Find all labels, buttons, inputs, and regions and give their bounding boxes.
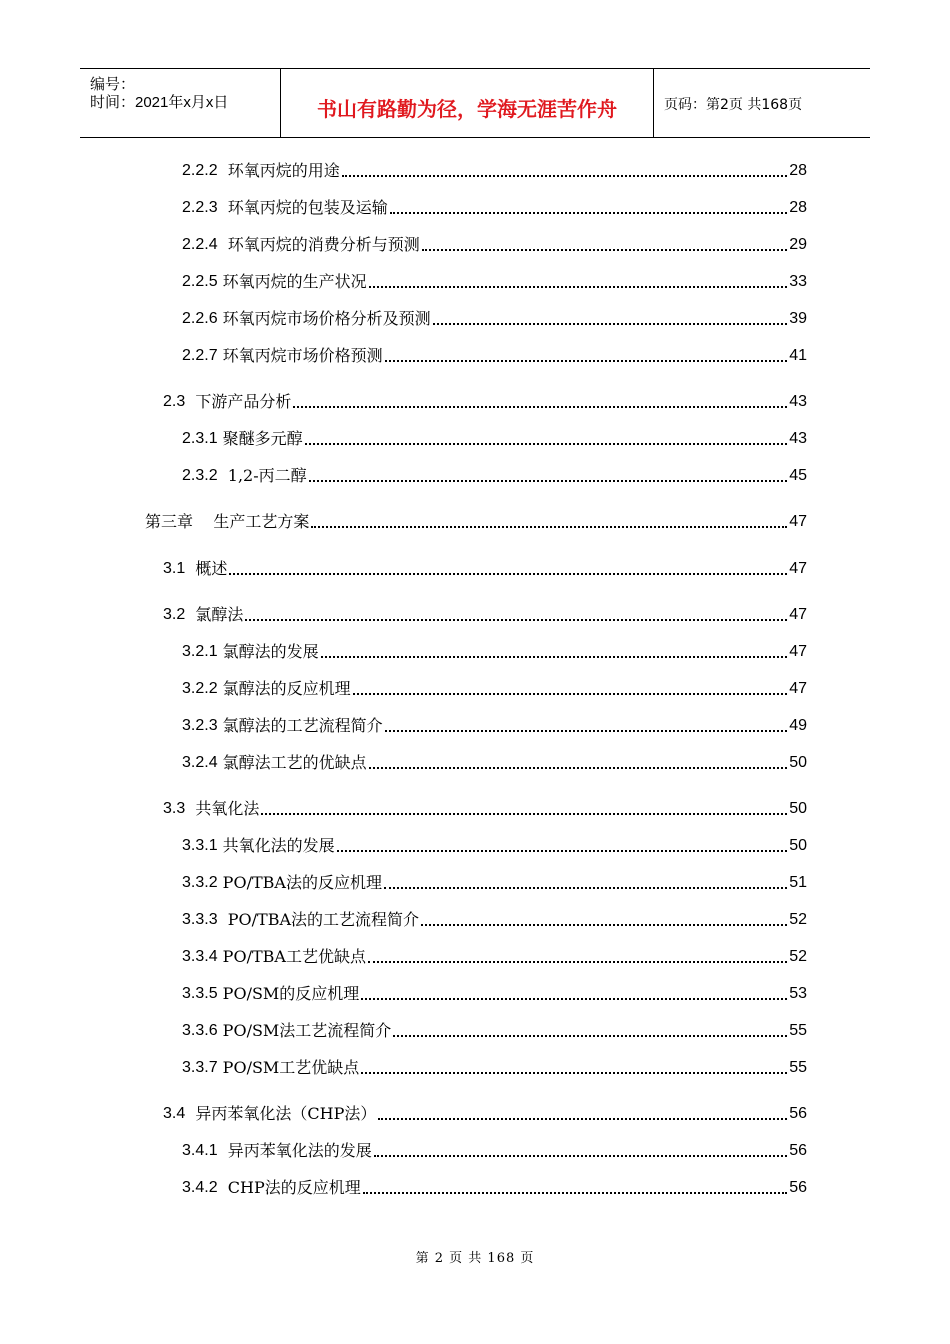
toc-leader (311, 525, 787, 528)
toc-page: 28 (789, 199, 807, 216)
toc-title: 1,2-丙二醇 (217, 466, 307, 485)
toc-title: 概述 (185, 559, 228, 578)
toc-page: 47 (789, 643, 807, 660)
toc-number: 3.3 (163, 800, 186, 817)
toc-entry[interactable] (182, 983, 807, 1005)
toc-number: 2.2.3 (182, 199, 218, 216)
toc-entry[interactable] (182, 160, 807, 182)
toc-leader (321, 655, 788, 658)
toc-number: 3.2.1 (182, 643, 218, 660)
toc-title: 环氧丙烷市场价格分析及预测 (217, 309, 431, 328)
toc-leader (433, 322, 788, 325)
toc-number: 3.3.5 (182, 985, 218, 1002)
toc-title: 异丙苯氧化法的发展 (217, 1141, 372, 1160)
toc-leader (378, 1117, 787, 1120)
toc-page: 56 (789, 1142, 807, 1159)
toc-number: 3.4 (163, 1105, 186, 1122)
toc-title: 第三章 生产工艺方案 (145, 512, 310, 531)
toc-number: 3.2.3 (182, 717, 218, 734)
toc-entry[interactable] (182, 641, 807, 663)
toc-page: 47 (789, 680, 807, 697)
toc-number: 2.2.4 (182, 236, 218, 253)
toc-title: 下游产品分析 (185, 392, 292, 411)
toc-leader (384, 886, 787, 889)
toc-leader (385, 729, 788, 732)
number-label: 编号： (90, 76, 136, 93)
toc-number: 3.3.1 (182, 837, 218, 854)
toc-leader (229, 572, 787, 575)
header-page-cell (654, 69, 870, 137)
toc-entry[interactable] (182, 465, 807, 487)
toc-number: 2.3.1 (182, 430, 218, 447)
toc-entry[interactable] (163, 558, 807, 580)
toc-number: 3.4.2 (182, 1179, 218, 1196)
toc-leader (305, 442, 788, 445)
toc-leader (374, 1154, 787, 1157)
toc-number: 3.2.4 (182, 754, 218, 771)
toc-number: 2.2.6 (182, 310, 218, 327)
toc-entry[interactable] (145, 511, 807, 533)
toc-entry[interactable] (182, 1020, 807, 1042)
toc-entry[interactable] (182, 835, 807, 857)
toc-number: 3.3.2 (182, 874, 218, 891)
toc-leader (309, 479, 788, 482)
toc-leader (421, 923, 787, 926)
toc-number: 3.2.2 (182, 680, 218, 697)
toc-title: 共氧化法 (185, 799, 260, 818)
toc-leader (342, 174, 787, 177)
toc-number: 3.3.7 (182, 1059, 218, 1076)
toc-entry[interactable] (182, 872, 807, 894)
toc-title: 氯醇法 (185, 605, 244, 624)
toc-entry[interactable] (182, 234, 807, 256)
toc-page: 56 (789, 1105, 807, 1122)
toc-entry[interactable] (163, 1103, 807, 1125)
toc-title: 环氧丙烷的生产状况 (217, 272, 367, 291)
toc-number: 3.3.3 (182, 911, 218, 928)
toc-title: 氯醇法的工艺流程简介 (217, 716, 383, 735)
toc-entry[interactable] (182, 1177, 807, 1199)
toc-title: 氯醇法的反应机理 (217, 679, 351, 698)
toc-entry[interactable] (182, 1057, 807, 1079)
toc-page: 33 (789, 273, 807, 290)
toc-entry[interactable] (163, 798, 807, 820)
toc-title: 聚醚多元醇 (217, 429, 303, 448)
toc-title: 环氧丙烷的用途 (217, 161, 340, 180)
toc-entry[interactable] (182, 752, 807, 774)
page-footer: 第 2 页 共 168 页 (415, 1251, 535, 1266)
toc-title: CHP法的反应机理 (217, 1178, 361, 1197)
toc-page: 28 (789, 162, 807, 179)
toc-number: 3.3.6 (182, 1022, 218, 1039)
toc-number: 2.2.7 (182, 347, 218, 364)
toc-leader (390, 211, 787, 214)
toc-number: 2.3 (163, 393, 186, 410)
header-motto-cell (281, 69, 654, 137)
toc-page: 49 (789, 717, 807, 734)
toc-page: 41 (789, 347, 807, 364)
toc-page: 50 (789, 837, 807, 854)
toc-title: 氯醇法工艺的优缺点 (217, 753, 367, 772)
toc-number: 3.4.1 (182, 1142, 218, 1159)
toc-leader (369, 766, 788, 769)
toc-page: 55 (789, 1022, 807, 1039)
toc-title: PO/TBA法的反应机理 (217, 873, 382, 892)
toc-page: 47 (789, 606, 807, 623)
toc-leader (353, 692, 788, 695)
toc-leader (363, 1191, 787, 1194)
toc-leader (261, 812, 787, 815)
toc-page: 29 (789, 236, 807, 253)
toc-leader (368, 960, 787, 963)
toc-entry[interactable] (182, 678, 807, 700)
toc-page: 55 (789, 1059, 807, 1076)
toc-page: 52 (789, 911, 807, 928)
time-label: 时间：2021年x月x日 (90, 94, 229, 111)
toc-page: 50 (789, 754, 807, 771)
toc-entry[interactable] (182, 197, 807, 219)
toc-page: 50 (789, 800, 807, 817)
toc-leader (293, 405, 787, 408)
toc-entry[interactable] (163, 604, 807, 626)
toc-entry[interactable] (182, 345, 807, 367)
toc-entry[interactable] (182, 715, 807, 737)
toc-page: 56 (789, 1179, 807, 1196)
toc-page: 51 (789, 874, 807, 891)
toc-leader (361, 1071, 787, 1074)
toc-page: 43 (789, 393, 807, 410)
toc-leader (369, 285, 788, 288)
toc-page: 52 (789, 948, 807, 965)
toc-page: 45 (789, 467, 807, 484)
toc-title: 环氧丙烷的消费分析与预测 (217, 235, 420, 254)
toc-entry[interactable] (182, 271, 807, 293)
toc-leader (361, 997, 787, 1000)
toc-page: 47 (789, 513, 807, 530)
motto: 书山有路勤为径，学海无涯苦作舟 (317, 97, 617, 121)
toc-page: 43 (789, 430, 807, 447)
header-meta (80, 69, 281, 137)
toc-leader (337, 849, 788, 852)
toc-title: 异丙苯氧化法（CHP法） (185, 1104, 377, 1123)
toc-title: PO/TBA法的工艺流程简介 (217, 910, 420, 929)
toc-entry[interactable] (182, 909, 807, 931)
toc-title: PO/SM的反应机理 (217, 984, 360, 1003)
toc-leader (393, 1034, 787, 1037)
toc-title: 氯醇法的发展 (217, 642, 319, 661)
toc-title: 共氧化法的发展 (217, 836, 335, 855)
toc-title: 环氧丙烷市场价格预测 (217, 346, 383, 365)
toc-number: 3.1 (163, 560, 186, 577)
toc-number: 2.2.2 (182, 162, 218, 179)
toc-number: 2.3.2 (182, 467, 218, 484)
toc-entry[interactable] (182, 946, 807, 968)
toc-leader (385, 359, 788, 362)
toc-page: 47 (789, 560, 807, 577)
toc-entry[interactable] (182, 1140, 807, 1162)
toc-number: 3.2 (163, 606, 186, 623)
toc-title: PO/SM法工艺流程简介 (217, 1021, 392, 1040)
toc-leader (245, 618, 787, 621)
toc-page: 39 (789, 310, 807, 327)
toc-page: 53 (789, 985, 807, 1002)
toc-leader (422, 248, 787, 251)
toc-title: PO/TBA工艺优缺点 (217, 947, 366, 966)
toc-entry[interactable] (163, 391, 807, 413)
toc-entry[interactable] (182, 428, 807, 450)
toc-title: 环氧丙烷的包装及运输 (217, 198, 388, 217)
header-page-info: 页码：第2页 共168页 (664, 97, 803, 113)
toc-title: PO/SM工艺优缺点 (217, 1058, 360, 1077)
toc-entry[interactable] (182, 308, 807, 330)
toc-number: 3.3.4 (182, 948, 218, 965)
page-header (80, 68, 870, 138)
toc-number: 2.2.5 (182, 273, 218, 290)
